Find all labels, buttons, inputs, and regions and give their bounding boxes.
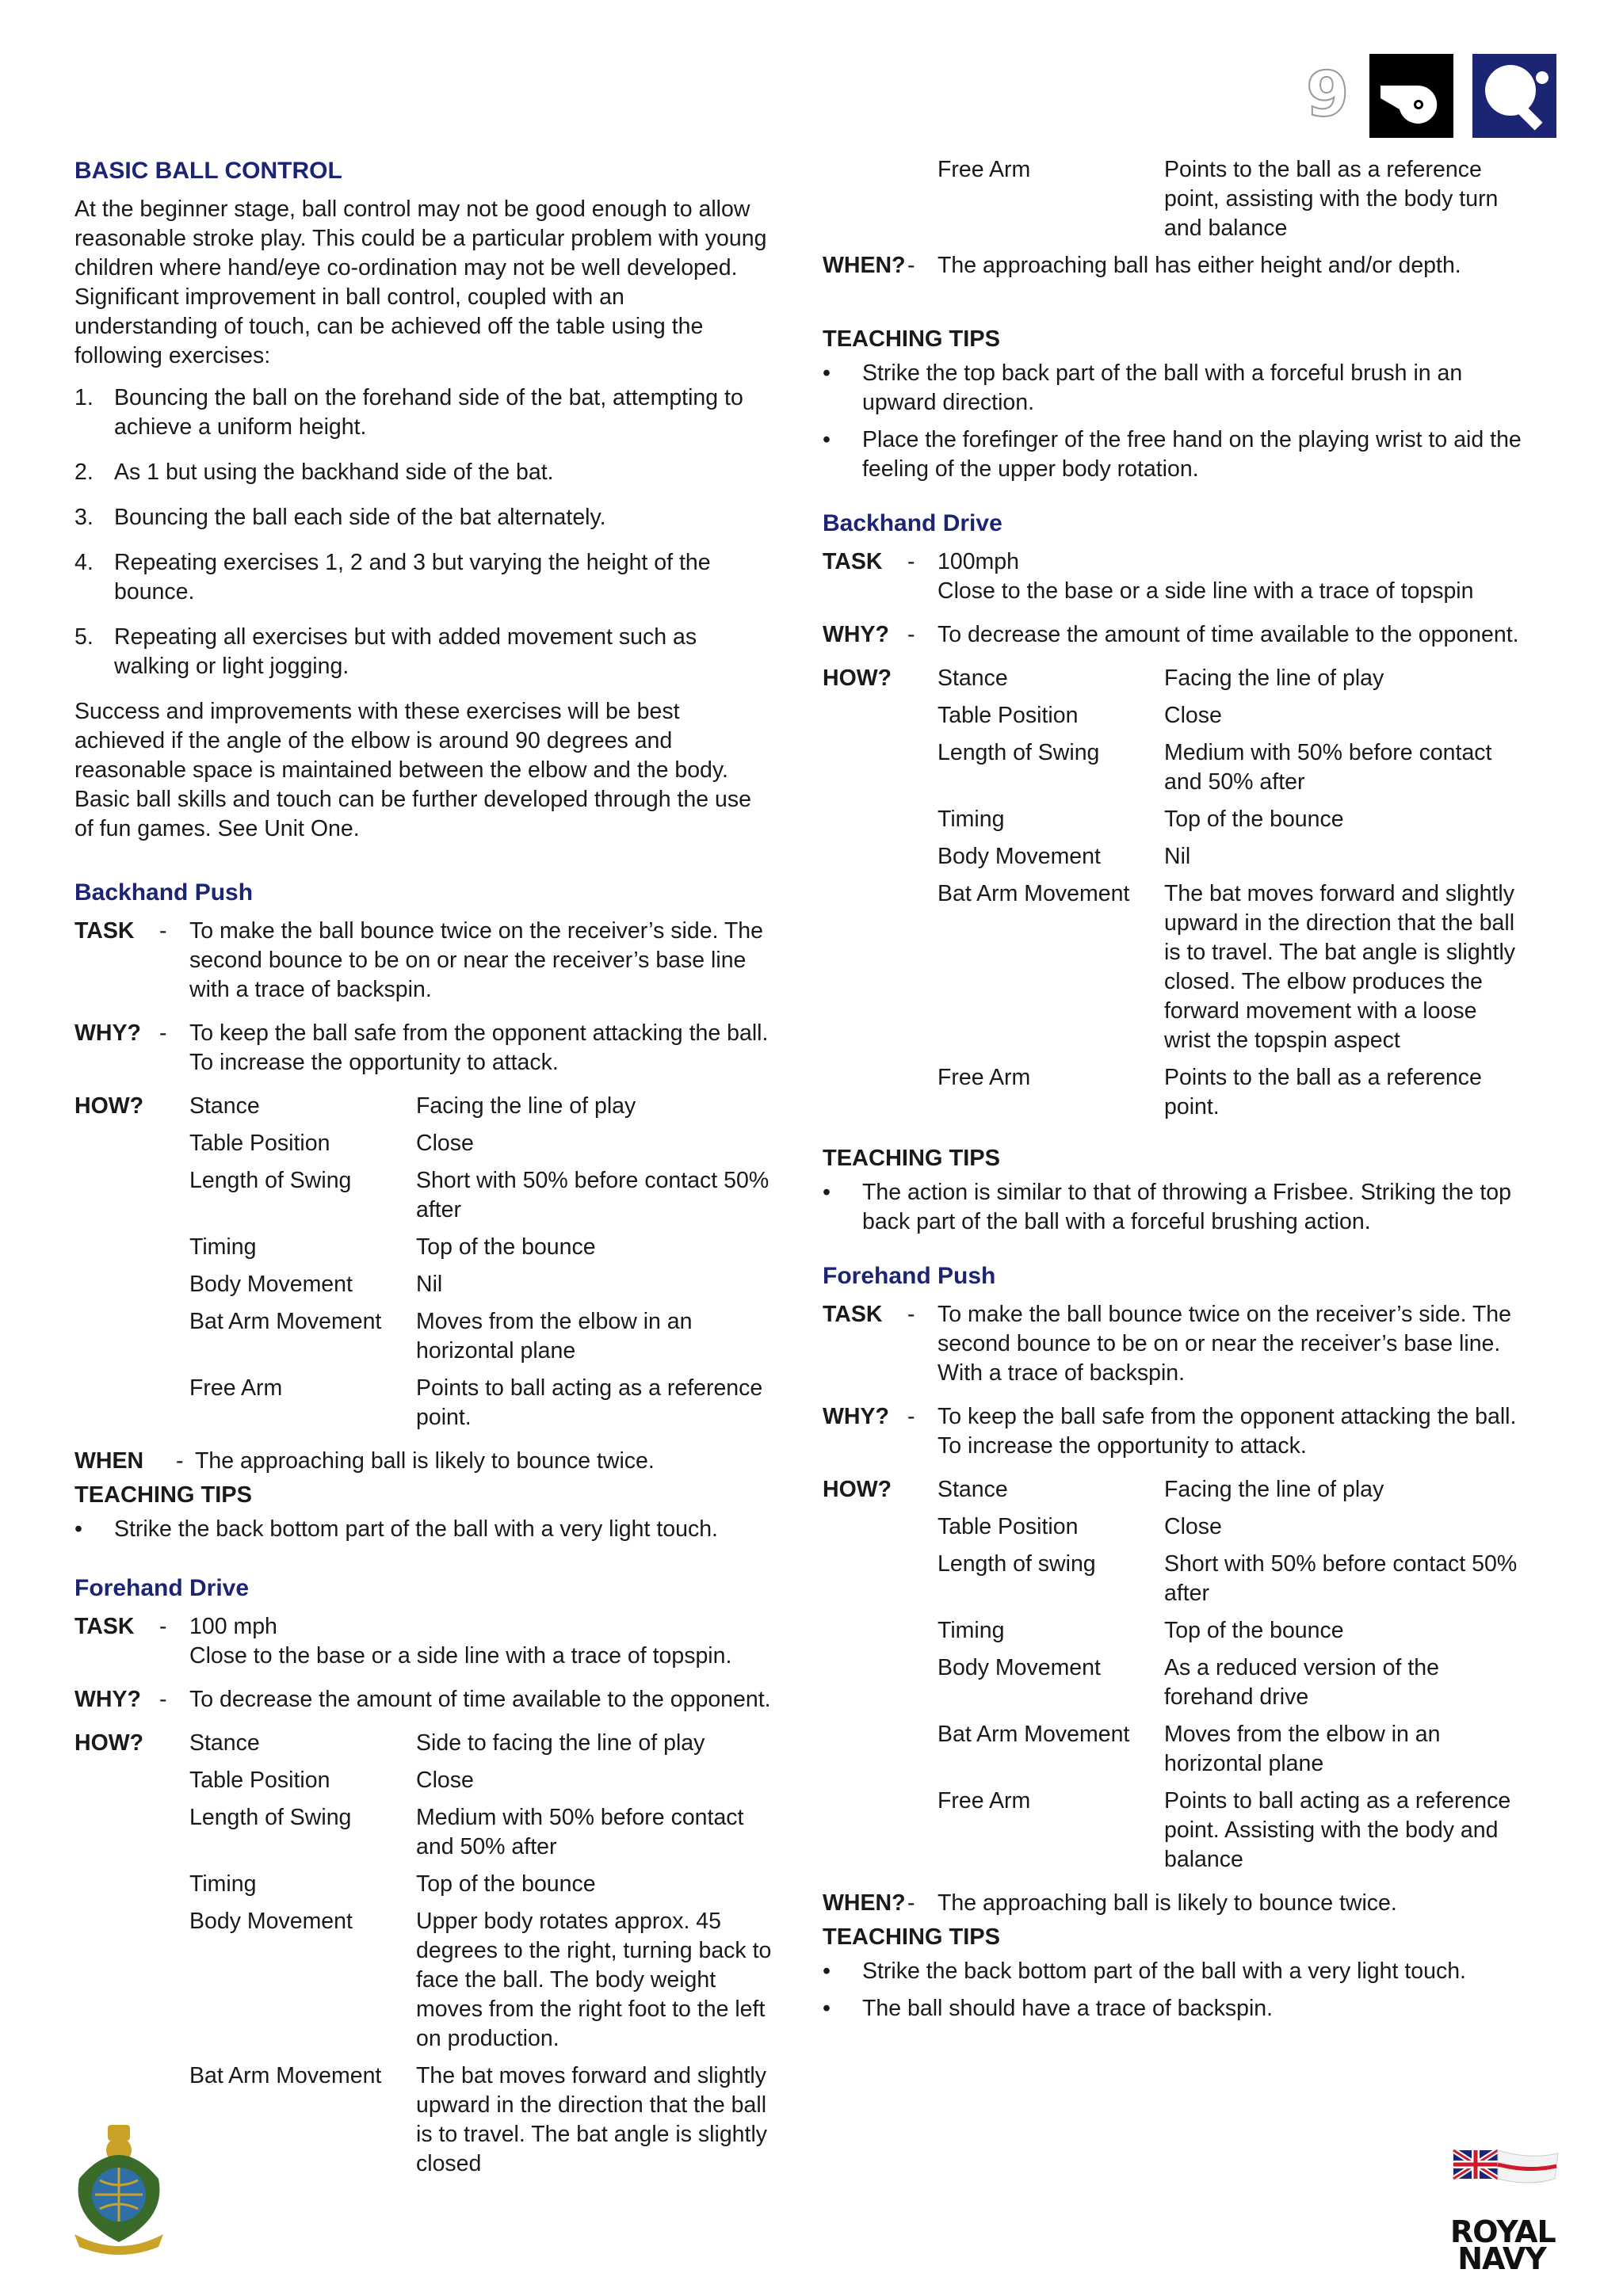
how-row: Timing Top of the bounce xyxy=(938,1618,1344,1643)
how-row: Timing Top of the bounce xyxy=(938,807,1344,832)
page-number: 9 xyxy=(1306,59,1350,131)
table-tennis-bat-icon xyxy=(1472,54,1556,138)
how-row: Bat Arm Movement Moves from the elbow in an horizontal plane xyxy=(938,1722,1441,1776)
how-row: Free Arm Points to ball acting as a reference point. xyxy=(189,1375,763,1430)
how-row: Length of Swing Medium with 50% before contact and 50% after xyxy=(189,1805,744,1859)
how-row: Stance Facing the line of play xyxy=(189,1093,636,1119)
how-row: Free Arm Points to the ball as a reference point. xyxy=(938,1065,1482,1119)
royal-marines-emblem xyxy=(63,2123,174,2258)
exercise-list xyxy=(74,383,772,681)
how-row: Length of Swing Short with 50% before contact 50% after xyxy=(189,1168,769,1222)
teaching-tips-list xyxy=(823,1178,1528,1237)
how-block: HOW? Stance Facing the line of play Table Position Close Length of swing Short with 50% before contact 50% after Timing Top of the bounce Body Movement As a reduced version of the forehand drive Bat Arm Movement Moves from the elbow in an horizontal plane Free Arm Points to ball acting as a reference point. Assisting with the body and balance xyxy=(823,1475,1528,1882)
how-row: Bat Arm Movement The bat moves forward and slightly upward in the direction that the ball is to travel. The bat angle is slightly closed. The elbow produces the forward movement with a loose wrist the topspin aspect xyxy=(938,881,1516,1053)
task-row: TASK - 100mph Close to the base or a side line with a trace of topspin xyxy=(823,549,1474,604)
list-item: • The action is similar to that of throwing a Frisbee. Striking the top back part of the ball with a forceful brushing action. xyxy=(823,1178,1528,1237)
how-row: Timing Top of the bounce xyxy=(189,1871,596,1897)
how-row: Stance Facing the line of play xyxy=(938,666,1384,691)
list-item: 4. Repeating exercises 1, 2 and 3 but varying the height of the bounce. xyxy=(74,550,711,605)
summary-paragraph: Success and improvements with these exercises will be best achieved if the angle of the elbow is around 90 degrees and reasonable space is maintained between the elbow and the body. Basic ball skills and touch can be further developed through the use of fun games. See Unit One. xyxy=(74,699,751,841)
how-row: Body Movement Nil xyxy=(189,1272,443,1297)
teaching-tips-heading: TEACHING TIPS xyxy=(74,1482,252,1508)
when-row: WHEN? - The approaching ball has either height and/or depth. xyxy=(823,253,1461,278)
task-row: TASK - To make the ball bounce twice on the receiver’s side. The second bounce to be on or near the receiver’s base line. With a trace of backspin. xyxy=(823,1302,1511,1386)
teaching-tips-list xyxy=(823,1957,1528,2023)
how-block: HOW? Stance Facing the line of play Table Position Close Length of Swing Medium with 50% before contact and 50% after Timing Top of the bounce Body Movement Nil Bat Arm Movement The bat moves forward and slightly upward in the direction that the ball is to travel. The bat angle is slightly closed. The elbow produces the forward movement with a loose wrist the topspin aspect Free Arm Points to the ball as a reference point. xyxy=(823,664,1528,1130)
how-block: HOW? Stance Facing the line of play Table Position Close Length of Swing Short with 50% before contact 50% after Timing Top of the bounce Body Movement Nil Bat Arm Movement Moves from the elbow in an horizontal plane Free Arm Points to ball acting as a reference point. xyxy=(74,1092,772,1440)
whistle-icon xyxy=(1369,54,1453,138)
how-row: Table Position Close xyxy=(938,1514,1222,1539)
list-item: • Strike the back bottom part of the ball with a very light touch. xyxy=(74,1515,772,1544)
how-block-continued xyxy=(823,155,1528,251)
list-item: 3. Bouncing the ball each side of the bat alternately. xyxy=(74,505,606,530)
how-row: Stance Facing the line of play xyxy=(938,1477,1384,1502)
section-title-forehand-drive: Forehand Drive xyxy=(74,1575,250,1601)
teaching-tips-heading: TEACHING TIPS xyxy=(823,326,1000,352)
section-title-forehand-push: Forehand Push xyxy=(823,1263,996,1289)
how-row: Table Position Close xyxy=(189,1131,474,1156)
intro-paragraph: At the beginner stage, ball control may not be good enough to allow reasonable stroke play. This could be a particular problem with young children where hand/eye co-ordination may not be well developed. Significant improvement in ball control, coupled with an understanding of touch, can be achieved off the table using the following exercises: xyxy=(74,196,767,368)
list-item: 5. Repeating all exercises but with added movement such as walking or light jogging. xyxy=(74,624,697,679)
section-title-backhand-push: Backhand Push xyxy=(74,879,254,906)
how-row: Body Movement Upper body rotates approx. 45 degrees to the right, turning back to face the ball. The body weight moves from the right foot to the left on production. xyxy=(189,1909,772,2051)
teaching-tips-list xyxy=(823,359,1528,484)
list-item: • Strike the top back part of the ball with a forceful brush in an upward direction. xyxy=(823,359,1528,418)
list-item: 2. As 1 but using the backhand side of the bat. xyxy=(74,460,554,485)
how-row: Stance Side to facing the line of play xyxy=(189,1730,705,1756)
why-row: WHY? - To decrease the amount of time available to the opponent. xyxy=(74,1687,771,1712)
teaching-tips-heading: TEACHING TIPS xyxy=(823,1924,1000,1950)
how-row: Timing Top of the bounce xyxy=(189,1234,596,1260)
section-title-basic-ball-control: BASIC BALL CONTROL xyxy=(74,158,342,184)
list-item: • Strike the back bottom part of the ball with a very light touch. xyxy=(823,1957,1528,1986)
why-row: WHY? - To decrease the amount of time available to the opponent. xyxy=(823,622,1519,647)
left-column xyxy=(74,155,772,2187)
royal-navy-logo-text: ROYAL NAVY xyxy=(1450,2214,1556,2276)
how-row: Body Movement As a reduced version of the forehand drive xyxy=(938,1655,1439,1710)
teaching-tips-list xyxy=(74,1515,772,1544)
how-row: Length of Swing Medium with 50% before contact and 50% after xyxy=(938,740,1492,795)
how-row: Bat Arm Movement The bat moves forward and slightly upward in the direction that the ball is to travel. The bat angle is slightly closed xyxy=(189,2063,768,2176)
when-row: WHEN - The approaching ball is likely to bounce twice. xyxy=(74,1448,655,1474)
task-row: TASK - To make the ball bounce twice on the receiver’s side. The second bounce to be on or near the receiver’s base line with a trace of backspin. xyxy=(74,918,763,1002)
list-item: 1. Bouncing the ball on the forehand side of the bat, attempting to achieve a uniform height. xyxy=(74,385,743,440)
list-item: • The ball should have a trace of backspin. xyxy=(823,1994,1528,2023)
how-row: Bat Arm Movement Moves from the elbow in an horizontal plane xyxy=(189,1309,693,1363)
how-row: Table Position Close xyxy=(189,1768,474,1793)
task-row: TASK - 100 mph Close to the base or a side line with a trace of topspin. xyxy=(74,1614,732,1669)
list-item: • Place the forefinger of the free hand on the playing wrist to aid the feeling of the upper body rotation. xyxy=(823,425,1528,484)
how-row: Free Arm Points to the ball as a reference point, assisting with the body turn and balance xyxy=(938,157,1499,241)
why-row: WHY? - To keep the ball safe from the opponent attacking the ball. To increase the opportunity to attack. xyxy=(823,1404,1517,1459)
why-row: WHY? - To keep the ball safe from the opponent attacking the ball. To increase the opportunity to attack. xyxy=(74,1020,769,1075)
how-row: Body Movement Nil xyxy=(938,844,1191,869)
how-block: HOW? Stance Side to facing the line of play Table Position Close Length of Swing Medium with 50% before contact and 50% after Timing Top of the bounce Body Movement Upper body rotates approx. 45 degrees to the right, turning back to face the ball. The body weight moves from the right foot to the left on production. Bat Arm Movement The bat moves forward and slightly upward in the direction that the ball is to travel. The bat angle is slightly closed xyxy=(74,1729,772,2187)
when-row: WHEN? - The approaching ball is likely to bounce twice. xyxy=(823,1890,1397,1916)
how-row: Free Arm Points to ball acting as a reference point. Assisting with the body and balance xyxy=(938,1788,1511,1872)
how-row: Length of swing Short with 50% before contact 50% after xyxy=(938,1551,1518,1606)
right-column xyxy=(823,155,1528,2031)
section-title-backhand-drive: Backhand Drive xyxy=(823,510,1002,536)
royal-navy-logo xyxy=(1450,2147,1561,2276)
teaching-tips-heading: TEACHING TIPS xyxy=(823,1146,1000,1171)
how-row: Table Position Close xyxy=(938,703,1222,728)
